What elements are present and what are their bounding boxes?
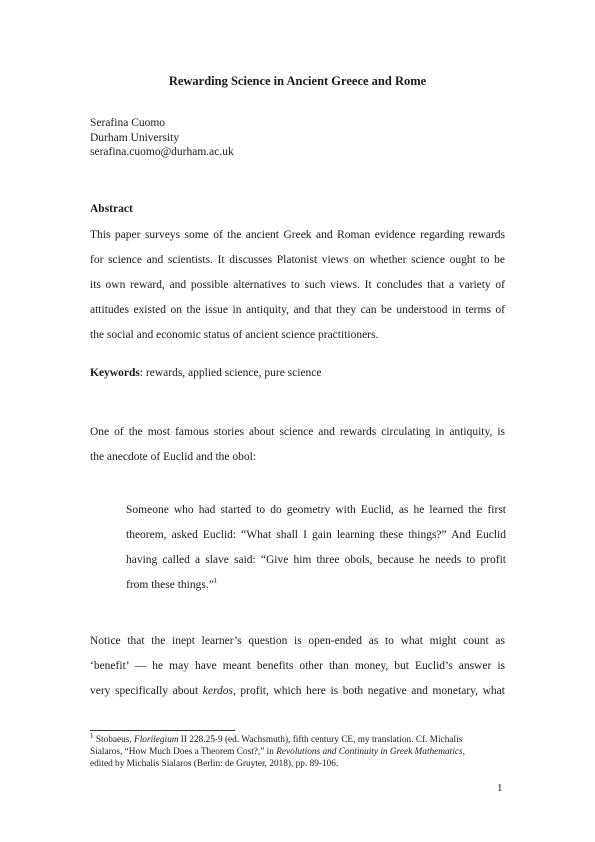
quote-line: theorem, asked Euclid: “What shall I gain learning these things?” And Euclid [126,529,506,541]
notice-text: , profit, which here is both negative and monetary, what [232,685,505,697]
footnote-mark: 1 [90,731,94,740]
quote-line: Someone who had started to do geometry with Euclid, as he learned the first [126,504,506,516]
author-name: Serafina Cuomo [90,117,166,129]
abstract-line: This paper surveys some of the ancient Greek and Roman evidence regarding rewards [90,229,505,241]
abstract-line: attitudes existed on the issue in antiquity, and that they can be understood in terms of [90,304,505,316]
author-affiliation: Durham University [90,131,180,144]
footnote-text: Stobaeus, [93,735,135,745]
keywords-text: : rewards, applied science, pure science [139,367,322,379]
notice-line [90,679,505,704]
footnote-text: , [462,747,465,757]
footnote-text: II 228.25-9 (ed. Wachsmuth), fifth century CE, my translation. Cf. Michalis [178,735,463,745]
footnote [90,731,505,770]
notice-line: Notice that the inept learner’s question is open-ended as to what might count as [90,635,505,647]
page-number: 1 [497,782,503,794]
abstract-line: its own reward, and possible alternatives to such views. It concludes that a variety of [90,279,505,291]
kerdos-term: kerdos [202,685,233,697]
footnote-reference[interactable]: 1 [213,577,218,586]
notice-text: very specifically about [90,685,203,697]
keywords-label: Keywords [90,367,140,379]
footnote-book-title: Revolutions and Continuity in Greek Mathematics [276,747,463,757]
block-quote [126,498,506,598]
author-block [90,116,234,160]
notice-line: ‘benefit’ — he may have meant benefits other than money, but Euclid’s answer is [90,660,505,672]
footnote-line: edited by Michalis Sialaros (Berlin: de Gruyter, 2018), pp. 89-106. [90,759,339,769]
abstract-body [90,223,505,348]
keywords [90,367,322,379]
notice-paragraph [90,629,505,704]
abstract-line: for science and scientists. It discusses Platonist views on whether science ought to be [90,254,505,266]
quote-line-text: from these things.” [126,579,214,591]
abstract-line: the social and economic status of ancient science practitioners. [90,329,379,341]
footnote-title: Florilegium [134,735,179,745]
author-email[interactable]: serafina.cuomo@durham.ac.uk [90,146,234,158]
footnote-divider [90,730,235,731]
quote-line-final [126,573,506,598]
footnote-line [90,731,505,746]
paper-title: Rewarding Science in Ancient Greece and Rome [168,74,427,88]
footnote-text: Sialaros, “How Much Does a Theorem Cost?,” in [90,747,277,757]
intro-line: the anecdote of Euclid and the obol: [90,451,257,463]
quote-line: having called a slave said: “Give him three obols, because he needs to profit [126,554,506,566]
intro-line: One of the most famous stories about science and rewards circulating in antiquity, is [90,426,505,438]
footnote-line [90,746,505,758]
abstract-heading: Abstract [90,203,133,215]
intro-paragraph [90,420,505,470]
